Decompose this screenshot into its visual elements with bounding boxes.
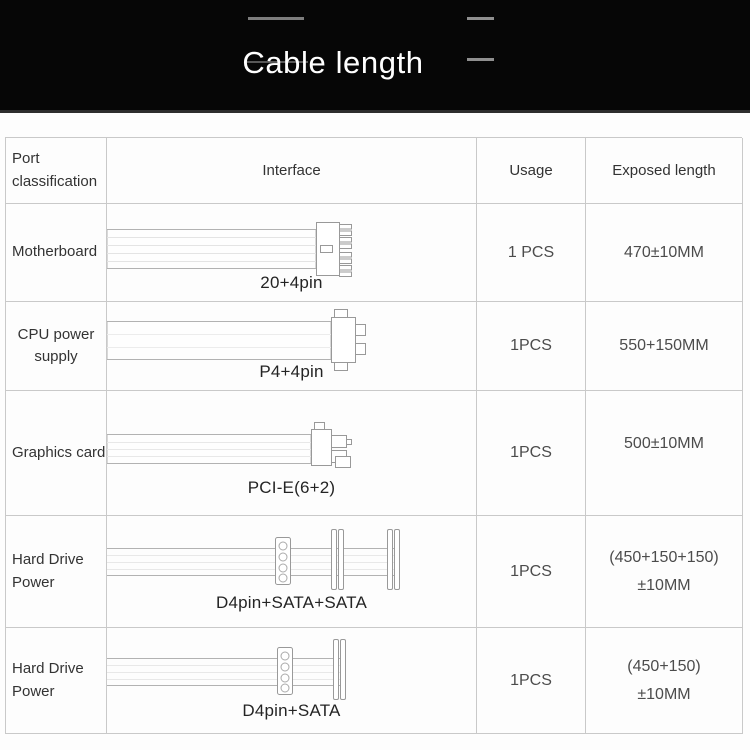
cell-interface-graphics-card [107,391,477,516]
cell-usage-motherboard: 1 PCS [477,204,586,302]
cell-port-hard-drive-1: Hard Drive Power [6,516,107,628]
length-line-2: ±10MM [637,685,691,703]
cable-label: 20+4pin [260,273,323,292]
header-cell-usage: Usage [477,138,586,204]
cell-length-cpu: 550+150MM [586,302,743,391]
cell-port-hard-drive-2: Hard Drive Power [6,628,107,734]
cable-label: D4pin+SATA+SATA [215,593,368,612]
cell-usage-hard-drive-2: 1PCS [477,628,586,734]
cell-port-graphics-card: Graphics card [6,391,107,516]
cell-port-cpu: CPU power supply [6,302,107,391]
decor-dash-icon [467,17,494,20]
cell-interface-hard-drive-2 [107,628,477,734]
length-line-1: (450+150) [627,657,701,675]
cell-length-motherboard: 470±10MM [586,204,743,302]
cell-port-motherboard: Motherboard [6,204,107,302]
cell-interface-motherboard [107,204,477,302]
cell-length-graphics-card: 500±10MM [586,391,743,516]
cell-length-hard-drive-2 [586,628,743,734]
decor-dash-icon [248,17,304,20]
header-cell-port-classification: Port classification [6,138,107,204]
cable-label: PCI-E(6+2) [247,478,336,497]
banner [0,0,750,113]
page-title: Cable length [242,45,424,80]
cell-length-hard-drive-1 [586,516,743,628]
cell-usage-hard-drive-1: 1PCS [477,516,586,628]
cell-interface-hard-drive-1 [107,516,477,628]
cable-length-table [5,137,742,734]
cell-usage-cpu: 1PCS [477,302,586,391]
cell-usage-graphics-card: 1PCS [477,391,586,516]
cable-label: D4pin+SATA [242,701,341,720]
header-cell-interface: Interface [107,138,477,204]
cell-interface-cpu [107,302,477,391]
length-line-2: ±10MM [637,576,691,594]
length-line-1: (450+150+150) [609,548,719,566]
header-cell-exposed-length: Exposed length [586,138,743,204]
cable-label: P4+4pin [259,362,324,381]
